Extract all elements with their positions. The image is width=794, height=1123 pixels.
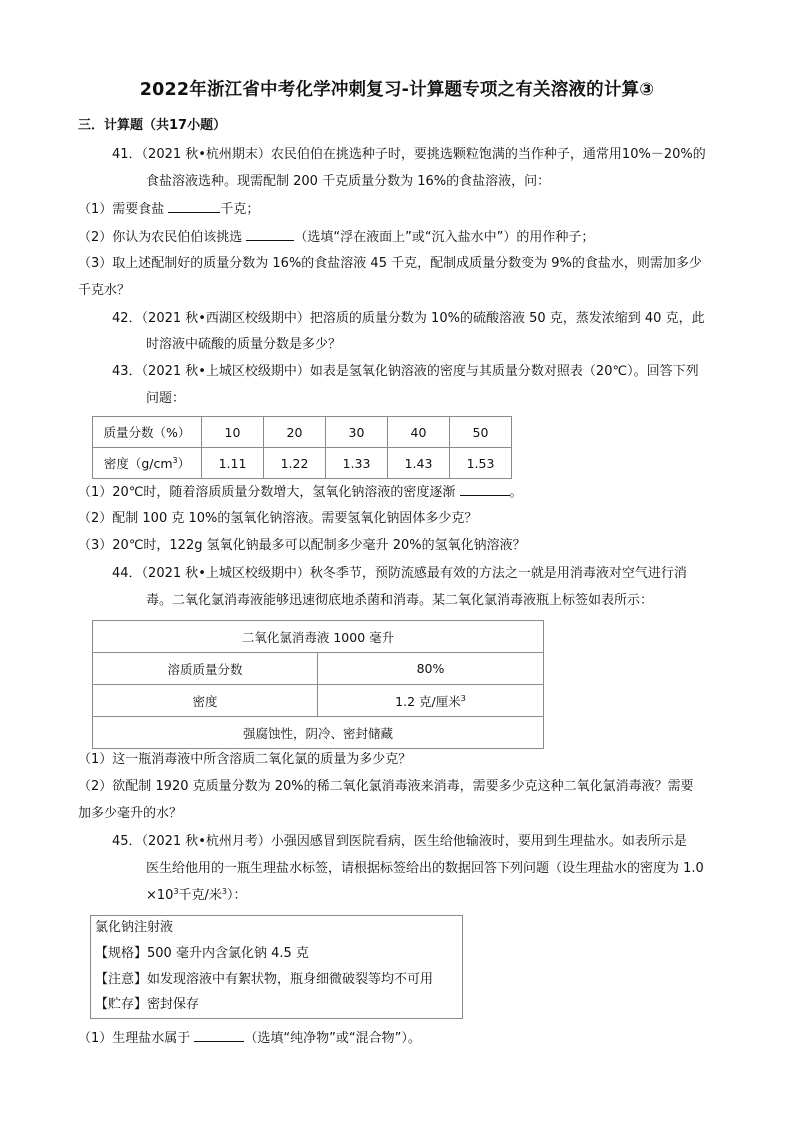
- q41-part3-line1: （3）取上述配制好的质量分数为 16%的食盐溶液 45 千克，配制成质量分数变为 9%的食盐水，则需加多少: [78, 256, 702, 271]
- q45-line2: 医生给他用的一瓶生理盐水标签，请根据标签给出的数据回答下列问题（设生理盐水的密度为 1.0: [146, 861, 704, 876]
- density-unit-exponent: 3: [172, 456, 178, 465]
- density-label-end: ）: [177, 456, 191, 471]
- table-row: [93, 685, 544, 717]
- naoh-density-table: [92, 416, 512, 479]
- label-header: 二氧化氯消毒液 1000 毫升: [93, 621, 544, 653]
- table-cell: 溶质质量分数: [93, 653, 318, 685]
- q45-part1: [78, 1028, 421, 1049]
- density-value: 1.2 克/厘米: [395, 693, 461, 709]
- q41-part2: [78, 227, 594, 248]
- q45-part1-end: （选填“纯净物”或“混合物”）。: [244, 1031, 421, 1046]
- q43-answer-blank-1[interactable]: [460, 482, 510, 496]
- disinfectant-label-table: [92, 620, 544, 749]
- table-cell: 1.33: [326, 448, 388, 479]
- table-row: [93, 448, 512, 479]
- q43-line2: 问题：: [146, 391, 186, 406]
- table-row: [93, 717, 544, 749]
- q45-line3-exponent-2: 3: [221, 887, 228, 896]
- q45-line3: [146, 886, 247, 906]
- table-cell: 1.43: [388, 448, 450, 479]
- q41-line2: 食盐溶液选种。现需配制 200 千克质量分数为 16%的食盐溶液，问：: [146, 174, 551, 189]
- q43-part1-text: （1）20℃时，随着溶质质量分数增大，氢氧化钠溶液的密度逐渐: [78, 485, 460, 500]
- table-cell: 1.53: [450, 448, 512, 479]
- q43-part3: （3）20℃时，122g 氢氧化钠最多可以配制多少毫升 20%的氢氧化钠溶液？: [78, 538, 526, 553]
- saline-label-storage: 【贮存】密封保存: [95, 997, 200, 1012]
- q44-part2-line1: （2）欲配制 1920 克质量分数为 20%的稀二氧化氯消毒液来消毒，需要多少克这种二氧化氯消毒液？需要: [78, 779, 694, 794]
- q43-part1-end: 。: [509, 485, 523, 500]
- q44-line1: 44．（2021 秋•上城区校级期中）秋冬季节，预防流感最有效的方法之一就是用消毒液对空气进行消: [112, 566, 687, 581]
- saline-label-note: 【注意】如发现溶液中有絮状物，瓶身细微破裂等均不可用: [95, 972, 434, 987]
- table-cell: 1.22: [264, 448, 326, 479]
- q43-part1: [78, 482, 523, 503]
- saline-label-box: [90, 915, 463, 1019]
- table-row: [93, 653, 544, 685]
- q43-line1: 43．（2021 秋•上城区校级期中）如表是氢氧化钠溶液的密度与其质量分数对照表（20℃）。回答下列: [112, 364, 699, 379]
- label-footer: 强腐蚀性，阴冷、密封储藏: [93, 717, 544, 749]
- table-row: [93, 417, 512, 448]
- q45-answer-blank-1[interactable]: [194, 1028, 244, 1042]
- q45-part1-text: （1）生理盐水属于: [78, 1031, 195, 1046]
- table-header-fraction: 质量分数（%）: [93, 417, 202, 448]
- density-value-exponent: 3: [460, 693, 466, 703]
- q41-part1-unit: 千克；: [220, 202, 260, 217]
- q45-line3-exponent: 3: [173, 887, 179, 896]
- page-title: 2022年浙江省中考化学冲刺复习-计算题专项之有关溶液的计算③: [139, 80, 655, 100]
- table-cell: 1.11: [202, 448, 264, 479]
- table-cell: 40: [388, 417, 450, 448]
- q41-part2-text: （2）你认为农民伯伯该挑选: [78, 230, 247, 245]
- table-cell: [318, 685, 544, 717]
- q44-part2-line2: 加多少毫升的水？: [78, 806, 183, 821]
- table-header-density: [93, 448, 202, 479]
- q45-line3-a: ×10: [146, 888, 174, 903]
- q41-answer-blank-1[interactable]: [168, 199, 220, 213]
- density-label: 密度（g/cm: [103, 456, 173, 471]
- q41-part1-text: （1）需要食盐: [78, 202, 169, 217]
- table-cell: 10: [202, 417, 264, 448]
- q43-part2: （2）配制 100 克 10%的氢氧化钠溶液。需要氢氧化钠固体多少克？: [78, 511, 478, 526]
- table-cell: 密度: [93, 685, 318, 717]
- table-cell: 80%: [318, 653, 544, 685]
- table-cell: 20: [264, 417, 326, 448]
- q41-answer-blank-2[interactable]: [246, 227, 294, 241]
- q41-part3-line2: 千克水？: [78, 283, 131, 298]
- q41-part1: [78, 199, 259, 220]
- saline-label-spec: 【规格】500 毫升内含氯化钠 4.5 克: [95, 946, 309, 961]
- q44-line2: 毒。二氧化氯消毒液能够迅速彻底地杀菌和消毒。某二氧化氯消毒液瓶上标签如表所示：: [146, 593, 654, 608]
- q42-line1: 42．（2021 秋•西湖区校级期中）把溶质的质量分数为 10%的硫酸溶液 50 克，蒸发浓缩到 40 克，此: [112, 311, 705, 326]
- q45-line3-b: 千克/米: [178, 888, 222, 903]
- table-cell: 30: [326, 417, 388, 448]
- q45-line1: 45．（2021 秋•杭州月考）小强因感冒到医院看病，医生给他输液时，要用到生理盐水。如表所示是: [112, 834, 687, 849]
- saline-label-title: 氯化钠注射液: [95, 920, 174, 935]
- q42-line2: 时溶液中硫酸的质量分数是多少？: [146, 337, 342, 352]
- q41-line1: 41．（2021 秋•杭州期末）农民伯伯在挑选种子时，要挑选颗粒饱满的当作种子，通常用10%－20%的: [112, 147, 706, 162]
- q45-line3-c: ）：: [227, 888, 247, 903]
- section-heading: 三．计算题（共17小题）: [78, 118, 227, 133]
- table-cell: 50: [450, 417, 512, 448]
- q44-part1: （1）这一瓶消毒液中所含溶质二氧化氯的质量为多少克？: [78, 752, 412, 767]
- table-row: [93, 621, 544, 653]
- q41-part2-end: （选填“浮在液面上”或“沉入盐水中”）的用作种子；: [294, 230, 595, 245]
